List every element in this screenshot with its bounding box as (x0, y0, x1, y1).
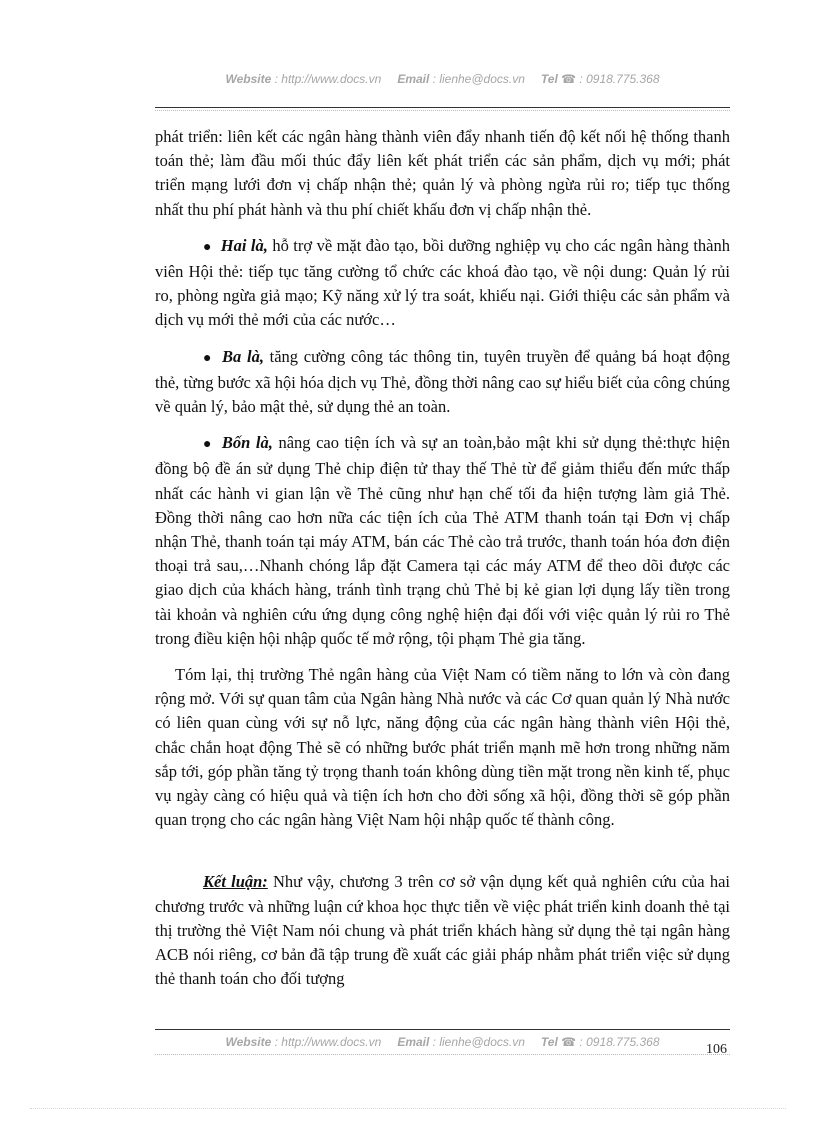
bullet-paragraph-bon-la (155, 431, 730, 651)
footer-website-link[interactable]: : http://www.docs.vn (271, 1035, 382, 1049)
bullet-text: hỗ trợ về mặt đào tạo, bồi dưỡng nghiệp vụ cho các ngân hàng thành viên Hội thẻ: tiếp tục tăng cường tổ chức các khoá đào tạo, về nội dung: Quản lý rủi ro, phòng ngừa giả mạo; Kỹ năng xử lý tra soát, khiếu nại. Giới thiệu các sản phẩm và dịch vụ mới thẻ mới của các nước… (155, 235, 730, 330)
header-website-label: Website (225, 72, 272, 86)
page-header (155, 72, 730, 86)
bullet-text: nâng cao tiện ích và sự an toàn,bảo mật khi sử dụng thẻ:thực hiện đồng bộ đề án sử dụng Thẻ chip điện tử thay thế Thẻ từ để giảm thiểu đến mức thấp nhất các hành vi gian lận về Thẻ cũng như hạn chế tối đa hiện tượng làm giả Thẻ. Đồng thời nâng cao hơn nữa các tiện ích của Thẻ ATM thanh toán tại Đơn vị chấp nhận Thẻ, thanh toán tại máy ATM, bán các Thẻ cào trả trước, thanh toán hóa đơn điện thoại trả sau,…Nhanh chóng lắp đặt Camera tại các máy ATM để theo dõi được các giao dịch của khách hàng, tránh tình trạng chủ Thẻ bị kẻ gian lợi dụng lấy tiền trong tài khoản và nghiên cứu ứng dụng công nghệ hiện đại đối với việc quản lý rủi ro Thẻ trong điều kiện hội nhập quốc tế mở rộng, tội phạm Thẻ gia tăng. (155, 433, 730, 648)
page-footer (155, 1035, 730, 1049)
bullet-lead: Bốn là, (221, 433, 273, 453)
header-rule (155, 107, 730, 108)
bullet-paragraph-ba-la (155, 345, 730, 420)
bullet-lead: Hai là, (220, 235, 268, 255)
footer-dotted-divider (155, 1054, 730, 1055)
conclusion-text: Như vậy, chương 3 trên cơ sở vận dụng kết quả nghiên cứu của hai chương trước và những luận cứ khoa học thực tiễn về việc phát triển kinh doanh thẻ tại thị trường thẻ Việt Nam nói chung và phát triển khách hàng sử dụng thẻ tại ngân hàng ACB nói riêng, cơ bản đã tập trung đề xuất các giải pháp nhằm phát triển việc sử dụng thẻ thanh toán cho đối tượng (155, 872, 730, 989)
page-number: 106 (706, 1042, 727, 1057)
summary-paragraph: Tóm lại, thị trường Thẻ ngân hàng của Việt Nam có tiềm năng to lớn và còn đang rộng mở. Với sự quan tâm của Ngân hàng Nhà nước và các Cơ quan quản lý Nhà nước có liên quan cùng với sự nỗ lực, năng động của các ngân hàng thành viên Hội thẻ, chắc chắn hoạt động Thẻ sẽ có những bước phát triển mạnh mẽ hơn trong những năm sắp tới, góp phần tăng tỷ trọng thanh toán không dùng tiền mặt trong nền kinh tế, phục vụ ngày càng có hiệu quả và tiện ích hơn cho đời sống xã hội, đồng thời sẽ góp phần quan trọng cho các ngân hàng Việt Nam hội nhập quốc tế thành công. (155, 665, 730, 830)
page-bottom-dotted-border (30, 1108, 786, 1109)
bullet-paragraph-hai-la (155, 234, 730, 333)
bullet-text: tăng cường công tác thông tin, tuyên truyền để quảng bá hoạt động thẻ, từng bước xã hội hóa dịch vụ Thẻ, đồng thời nâng cao sự hiểu biết của công chúng về quản lý, bảo mật thẻ, sử dụng thẻ an toàn. (155, 346, 730, 417)
footer-website-label: Website (225, 1035, 272, 1049)
bullet-dot-icon: ● (203, 437, 213, 453)
footer-email-label: Email (397, 1035, 430, 1049)
footer-rule (155, 1029, 730, 1030)
header-tel-value: ☎ : 0918.775.368 (557, 72, 660, 86)
header-email-link[interactable]: : lienhe@docs.vn (429, 72, 525, 86)
footer-tel-label: Tel (540, 1035, 558, 1049)
document-body (155, 125, 730, 992)
conclusion-label: Kết luận: (203, 872, 268, 892)
bullet-lead: Ba là, (222, 346, 264, 366)
conclusion-paragraph (155, 870, 730, 991)
bullet-dot-icon: ● (203, 239, 212, 255)
intro-paragraph: phát triển: liên kết các ngân hàng thành viên đẩy nhanh tiến độ kết nối hệ thống thanh toán thẻ; làm đầu mối thúc đẩy liên kết phát triển các sản phẩm, dịch vụ mới; phát triển mạng lưới đơn vị chấp nhận thẻ; quản lý và phòng ngừa rủi ro; tiếp tục thống nhất thu phí phát hành và thu phí chiết khấu đơn vị chấp nhận thẻ. (155, 127, 730, 219)
footer-tel-value: ☎ : 0918.775.368 (557, 1035, 660, 1049)
bullet-dot-icon: ● (203, 350, 214, 366)
header-website-link[interactable]: : http://www.docs.vn (271, 72, 382, 86)
footer-email-link[interactable]: : lienhe@docs.vn (429, 1035, 525, 1049)
header-tel-label: Tel (540, 72, 558, 86)
header-dotted-divider (155, 110, 730, 111)
header-email-label: Email (397, 72, 430, 86)
